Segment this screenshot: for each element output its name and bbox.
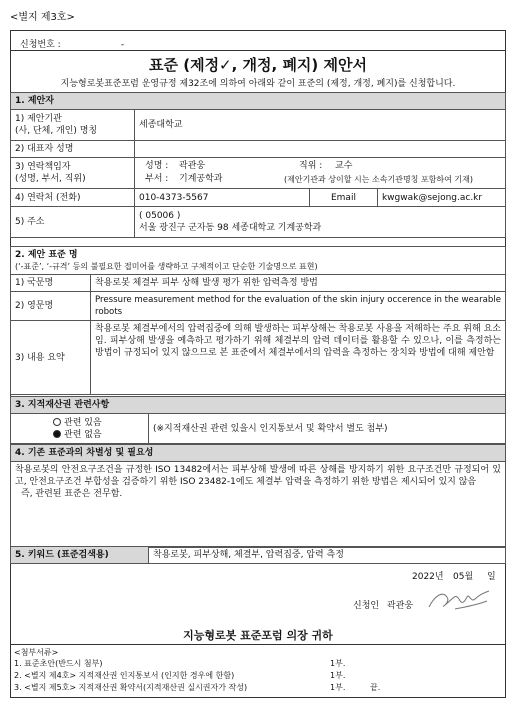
- divider-bottom: [10, 644, 506, 645]
- section-4-body: 착용로봇의 안전요구조건을 규정한 ISO 13482에서는 피부상해 발생에 따른 상해를 방지하기 위한 요구조건만 규정되어 있고, 안전요구조건 부합성을 검증하기 위한 ISO 23482-1에도 체결부 압력을 측정하기 위한 방법은 제시되어 있지 않음: [15, 465, 501, 487]
- page-title: 표준 (제정✓, 개정, 폐지) 제안서: [149, 56, 367, 74]
- section-standard-name: [10, 246, 506, 395]
- attach-title: <첨부서류>: [14, 648, 59, 657]
- position-value: 교수: [335, 161, 353, 171]
- section-2-head-cell: [11, 247, 506, 275]
- applicant-label: 신청인: [353, 601, 380, 611]
- section-4-body-2: 즉, 관련된 표준은 전무함.: [21, 489, 123, 499]
- attach-item-1-count: 1부.: [330, 659, 346, 668]
- en-name-label: 2) 영문명: [11, 292, 91, 321]
- ip-note: (※지적재산권 관련 있을시 인지통보서 및 확약서 별도 첨부): [149, 414, 506, 444]
- section-4-body-cell[interactable]: [11, 462, 506, 548]
- en-name-value[interactable]: Pressure measurement method for the evaluation of the skin injury occerence in the wearable robots: [91, 292, 506, 321]
- keywords-value[interactable]: 착용로봇, 피부상해, 체결부, 압력집중, 압력 측정: [149, 547, 506, 564]
- addr-cell[interactable]: [135, 207, 506, 238]
- radio-filled-icon: [53, 430, 61, 438]
- kr-name-label: 1) 국문명: [11, 275, 91, 292]
- addr-value: 서울 광진구 군자동 98 세종대학교 기계공학과: [139, 223, 322, 233]
- ip-option-no[interactable]: 관련 없음: [53, 429, 144, 441]
- email-value[interactable]: kwgwak@sejong.ac.kr: [377, 189, 505, 207]
- org-value[interactable]: 세종대학교: [135, 110, 506, 141]
- contact-cell[interactable]: [135, 158, 506, 189]
- summary-value[interactable]: 착용로봇 체결부에서의 압력집중에 의해 발생하는 피부상해는 착용로봇 사용을 저해하는 주요 위해 요소임. 피부상해 발생을 예측하고 평가하기 위해 체결부의 압력 데이터를 활용할 수 있으나, 이를 측정하는 방법이 규정되어 있지 않으므로 본 표준에서 체결부에서의 압력을 측정하는 장치와 방법에 대해 제안함: [91, 321, 506, 395]
- email-label: Email: [309, 189, 377, 207]
- section-ip: [10, 396, 506, 444]
- section-2-header: 2. 제안 표준 명: [15, 249, 78, 260]
- section-4-header: 4. 기존 표준과의 차별성 및 필요성: [11, 445, 506, 462]
- name-label: 성명 :: [145, 161, 169, 171]
- position-label: 직위 :: [299, 161, 323, 171]
- attach-item-2: 2. <별지 제4호> 지적재산권 인지통보서 (인지한 경우에 한함): [14, 671, 235, 680]
- applicant-name: 곽관웅: [387, 601, 414, 611]
- applicant-no-field[interactable]: -: [64, 40, 182, 51]
- date-day: 일: [487, 572, 496, 582]
- phone-value[interactable]: 010-4373-5567: [135, 189, 310, 207]
- org-label: 1) 제안기관 (사, 단체, 개인) 명칭: [11, 110, 135, 141]
- zip-code: ( 05006 ): [139, 211, 181, 221]
- kr-name-value[interactable]: 착용로봇 체결부 피부 상해 발생 평가 위한 압력측정 방법: [91, 275, 506, 292]
- section-3-header: 3. 지적재산권 관련사항: [11, 397, 506, 414]
- divider: [10, 50, 506, 51]
- date-month: 05월: [453, 572, 474, 582]
- attach-item-3-count: 1부.: [330, 683, 346, 692]
- addr-label: 5) 주소: [11, 207, 135, 238]
- section-5-header: 5. 키워드 (표준검색용): [11, 547, 149, 564]
- section-keywords: [10, 546, 506, 564]
- section-proposer: [10, 92, 506, 238]
- radio-empty-icon: [53, 418, 61, 426]
- ip-option-yes[interactable]: 관련 있음: [53, 417, 144, 429]
- applicant-no: [20, 37, 182, 51]
- dept-label: 부서 :: [145, 174, 169, 184]
- attach-item-1: 1. 표준초안(반드시 첨부): [14, 659, 103, 668]
- applicant-no-label: 신청번호 :: [20, 40, 61, 50]
- ip-options: [11, 414, 149, 444]
- section-2-note: (‘-표준’, ‘-규격’ 등의 불필요한 접미어를 생략하고 구체적이고 단순한 기술명으로 표현): [15, 261, 318, 271]
- attach-end: 끝.: [370, 683, 381, 692]
- dept-value: 기계공학과: [179, 174, 223, 184]
- date-year: 2022년: [412, 572, 444, 582]
- section-differentiation: [10, 444, 506, 548]
- addressee: 지능형로봇 표준포럼 의장 귀하: [183, 629, 333, 642]
- attach-item-2-count: 1부.: [330, 671, 346, 680]
- contact-label: 3) 연락책임자 (성명, 부서, 직위): [11, 158, 135, 189]
- phone-label: 4) 연락처 (전화): [11, 189, 135, 207]
- rep-value[interactable]: [135, 141, 506, 158]
- name-value: 곽관웅: [179, 161, 206, 171]
- signature-image: [425, 585, 493, 615]
- rep-label: 2) 대표자 성명: [11, 141, 135, 158]
- summary-label: 3) 내용 요약: [11, 321, 91, 395]
- form-tag: <별지 제3호>: [10, 12, 75, 23]
- intro-text: 지능형로봇표준포럼 운영규정 제32조에 의하여 아래와 같이 표준의 (제정, 개정, 폐지)를 신청합니다.: [60, 79, 456, 89]
- attach-item-3: 3. <별지 제5호> 지적재산권 확약서(지적재산권 실시권자가 작성): [14, 683, 248, 692]
- section-1-header: 1. 제안자: [11, 93, 506, 110]
- dept-note: (제안기관과 상이할 시는 소속기관명칭 포함하여 기재): [284, 175, 473, 184]
